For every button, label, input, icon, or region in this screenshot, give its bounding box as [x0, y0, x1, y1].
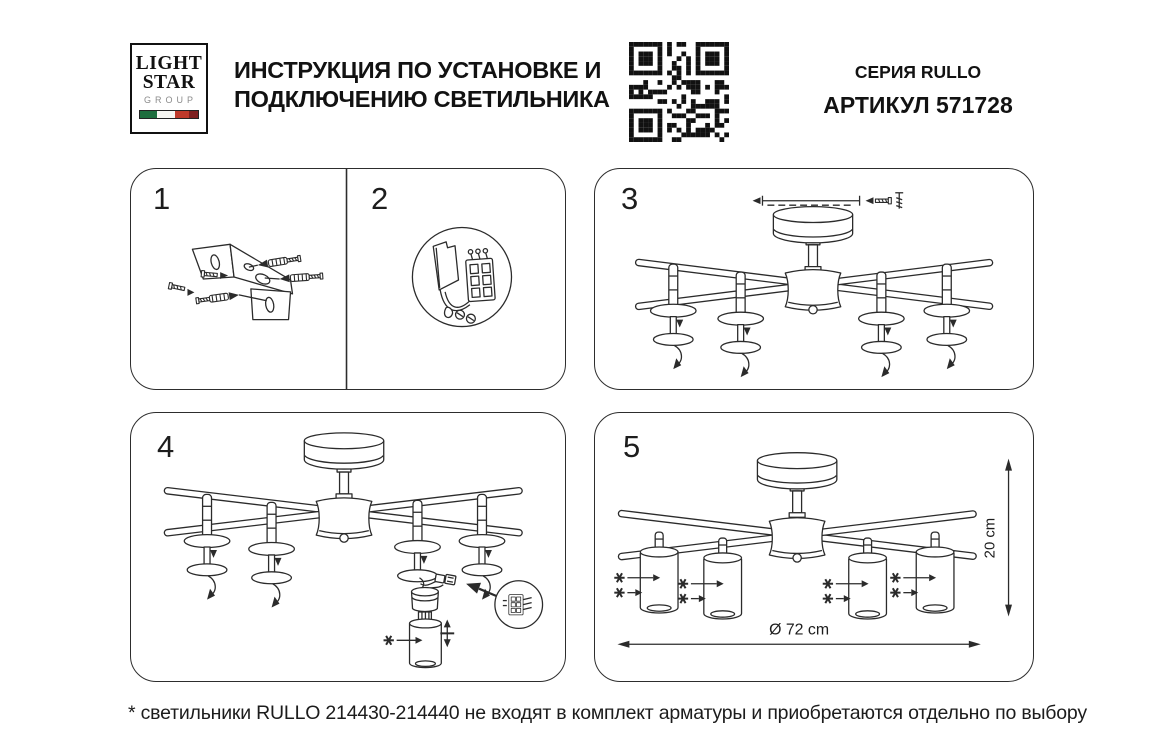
step1-2-drawing: [131, 169, 565, 389]
central-hub: [785, 270, 840, 314]
lightstar-logo: [130, 43, 208, 134]
lamp-holder: [650, 264, 696, 369]
title-line-1: ИНСТРУКЦИЯ ПО УСТАНОВКЕ И: [234, 57, 602, 83]
step-number-3: 3: [621, 181, 639, 216]
arrow-left-icon: [466, 583, 481, 594]
page-title: [234, 56, 610, 114]
wall-anchor-icon: [196, 291, 240, 305]
stem: [805, 240, 821, 271]
asterisk-icon: [384, 636, 394, 645]
shade-cylinder: [410, 619, 442, 668]
stem: [789, 486, 805, 517]
central-hub: [316, 498, 372, 542]
lamp-holder: [718, 272, 764, 377]
ceiling-canopy: [757, 453, 836, 489]
step-panel-5: [594, 412, 1034, 682]
step-number-5: 5: [623, 429, 641, 464]
dimension-height: [983, 459, 1012, 617]
shade-cylinder: [640, 547, 678, 613]
move-arrows-icon: [440, 619, 454, 647]
shade-cylinder: [916, 547, 954, 613]
arrow-left-icon: [753, 197, 761, 204]
screw-icon: [168, 283, 185, 293]
step-panel-1-2: [130, 168, 566, 390]
series-label: СЕРИЯ RULLO: [854, 62, 982, 82]
lamp-holder: [924, 264, 970, 369]
italy-flag-icon: [139, 110, 199, 119]
step-panel-4: [130, 412, 566, 682]
article-label: АРТИКУЛ 571728: [823, 92, 1013, 118]
chandelier-frame-drawing: [635, 193, 993, 377]
dimension-diameter: [617, 621, 980, 647]
lamp-holder: [459, 494, 505, 599]
wire-terminal-detail-drawing: [412, 227, 511, 326]
shade-cylinder: [849, 553, 887, 619]
step-number-2: 2: [371, 181, 389, 216]
ceiling-canopy: [304, 433, 383, 469]
lamp-holder: [395, 500, 441, 581]
product-info: [788, 62, 1048, 119]
shade-installation-drawing: [164, 433, 543, 668]
shade-cylinder: [704, 553, 742, 619]
logo-word-light: LIGHT: [135, 53, 203, 74]
title-line-2: ПОДКЛЮЧЕНИЮ СВЕТИЛЬНИКА: [234, 86, 610, 112]
arrow-left-icon: [866, 197, 874, 204]
screw-icon: [875, 198, 891, 204]
terminal-detail-callout: [466, 581, 542, 629]
mounting-bracket-drawing: [168, 244, 323, 319]
ceiling-canopy: [773, 207, 852, 243]
logo-word-group: GROUP: [143, 95, 197, 106]
ceiling-mounting-bar: [753, 193, 904, 209]
step-panel-3: [594, 168, 1034, 390]
logo-word-star: STAR: [142, 71, 196, 93]
footnote: * светильники RULLO 214430-214440 не входят в комплект арматуры и приобретаются отдельно по выбору: [128, 702, 1087, 724]
height-dimension-label: 20 cm: [982, 517, 999, 559]
step3-drawing: [595, 169, 1033, 389]
central-hub: [769, 518, 825, 562]
step5-drawing: [595, 413, 1033, 681]
terminal-block-icon: [509, 595, 523, 615]
lamp-holder: [184, 494, 230, 599]
step-number-4: 4: [157, 429, 175, 464]
diameter-dimension-label: Ø 72 cm: [769, 621, 830, 639]
step-number-1: 1: [153, 181, 171, 216]
qr-code: [629, 42, 729, 142]
step4-drawing: [131, 413, 565, 681]
stem: [336, 468, 352, 499]
assembled-fixture-drawing: [614, 453, 1012, 648]
wire-connector-icon: [435, 573, 456, 585]
